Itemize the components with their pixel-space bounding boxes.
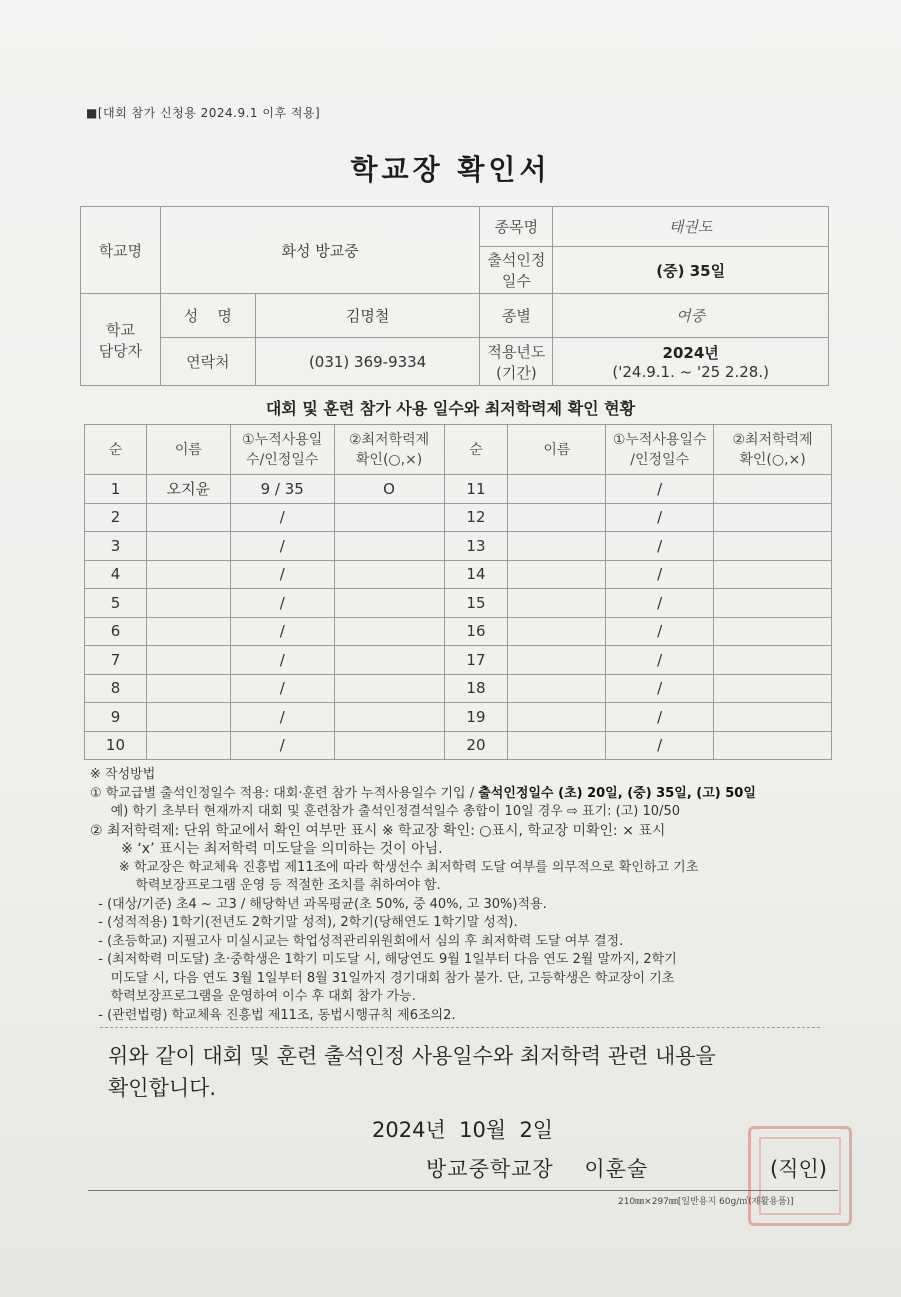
row-days: /	[230, 674, 334, 703]
table-row	[85, 503, 832, 532]
table-row	[85, 475, 832, 504]
name-value: 김명철	[255, 294, 480, 338]
header-grade	[334, 425, 444, 475]
row-days: /	[230, 617, 334, 646]
header-grade-right-line2: 확인(○,×)	[739, 451, 806, 468]
row-no: 1	[85, 475, 147, 504]
note-9: - (관련법령) 학교체육 진흥법 제11조, 동법시행규칙 제6조의2.	[90, 1007, 456, 1023]
header-grade-right-line1: ②최저학력제	[732, 431, 813, 448]
row-name	[146, 617, 230, 646]
row-no: 8	[85, 674, 147, 703]
row-name	[146, 646, 230, 675]
contact-value: (031) 369-9334	[255, 338, 480, 386]
note-2: ② 최저학력제: 단위 학교에서 확인 여부만 표시 ※ 학교장 확인: ○표시, 학교장 미확인: × 표시	[90, 822, 666, 839]
note-5: - (대상/기준) 초4 ~ 고3 / 해당학년 과목평균(초 50%, 중 40%, 고 30%)적용.	[90, 896, 547, 912]
row-days: /	[230, 503, 334, 532]
row-days-right: /	[606, 532, 714, 561]
row-grade: O	[334, 475, 444, 504]
row-no-right: 17	[444, 646, 508, 675]
row-days: /	[230, 532, 334, 561]
paper-spec: 210㎜×297㎜[일반용지 60g/㎡(재활용품)]	[618, 1197, 794, 1207]
staff-label-line1: 학교	[105, 320, 135, 339]
issue-date: 2024년 10월 2일	[372, 1118, 554, 1142]
row-name: 오지윤	[146, 475, 230, 504]
row-grade-right	[714, 589, 832, 618]
row-grade	[334, 532, 444, 561]
row-days-right: /	[606, 560, 714, 589]
header-name-right: 이름	[508, 425, 606, 475]
row-name	[146, 589, 230, 618]
row-grade	[334, 703, 444, 732]
row-no-right: 16	[444, 617, 508, 646]
row-no: 2	[85, 503, 147, 532]
attendance-table	[84, 424, 832, 760]
note-7: - (초등학교) 지필고사 미실시교는 학업성적관리위원회에서 심의 후 최저학력 도달 여부 결정.	[90, 933, 624, 949]
row-days-right: /	[606, 674, 714, 703]
staff-label	[81, 294, 161, 386]
row-no-right: 18	[444, 674, 508, 703]
row-grade-right	[714, 475, 832, 504]
row-name-right	[508, 589, 606, 618]
row-no: 9	[85, 703, 147, 732]
row-days-right: /	[606, 589, 714, 618]
note-4b: 학력보장프로그램 운영 등 적절한 조치를 취하여야 함.	[90, 878, 441, 893]
row-no-right: 12	[444, 503, 508, 532]
row-days-right: /	[606, 731, 714, 760]
table-row	[85, 646, 832, 675]
row-no-right: 20	[444, 731, 508, 760]
row-name-right	[508, 646, 606, 675]
section-subtitle: 대회 및 훈련 참가 사용 일수와 최저학력제 확인 현황	[265, 399, 636, 418]
year-value-cell	[553, 338, 829, 386]
header-days-line2: 수/인정일수	[246, 451, 319, 468]
row-no-right: 11	[444, 475, 508, 504]
year-label	[480, 338, 553, 386]
name-label: 성 명	[160, 294, 255, 338]
year-value: 2024년	[662, 344, 719, 362]
note-8b: 미도달 시, 다음 연도 3월 1일부터 8월 31일까지 경기대회 참가 불가. 단, 고등학생은 학교장이 기초	[90, 970, 675, 986]
row-name-right	[508, 617, 606, 646]
row-grade-right	[714, 703, 832, 732]
row-days: /	[230, 703, 334, 732]
row-days-right: /	[606, 646, 714, 675]
gender-label: 종별	[480, 294, 553, 338]
row-name-right	[508, 703, 606, 732]
row-no-right: 15	[444, 589, 508, 618]
event-label: 종목명	[480, 207, 553, 247]
row-name	[146, 674, 230, 703]
staff-label-line2: 담당자	[98, 341, 143, 360]
note-8c: 학력보장프로그램을 운영하여 이수 후 대회 참가 가능.	[90, 989, 416, 1004]
row-grade	[334, 617, 444, 646]
header-grade-line2: 확인(○,×)	[355, 451, 423, 468]
row-name-right	[508, 731, 606, 760]
note-6: - (성적적용) 1학기(전년도 2학기말 성적), 2학기(당해연도 1학기말 성적).	[90, 915, 518, 930]
row-grade	[334, 560, 444, 589]
header-days-right	[606, 425, 714, 475]
document-title: 학교장 확인서	[350, 153, 551, 186]
gender-value: 여중	[553, 294, 829, 338]
row-name	[146, 503, 230, 532]
row-grade-right	[714, 646, 832, 675]
note-8a: - (최저학력 미도달) 초·중학생은 1학기 미도달 시, 해당연도 9월 1일부터 다음 연도 2월 말까지, 2학기	[90, 952, 677, 967]
bottom-rule	[88, 1190, 838, 1191]
header-days-line1: ①누적사용일	[242, 431, 323, 448]
notes-heading: ※ 작성방법	[90, 767, 156, 782]
event-value: 태권도	[553, 207, 829, 247]
row-days: /	[230, 560, 334, 589]
header-no: 순	[85, 425, 147, 475]
writing-guide	[90, 766, 840, 1025]
year-label-line1: 적용년도	[487, 342, 546, 361]
note-1-text: ① 학교급별 출석인정일수 적용: 대회·훈련 참가 누적사용일수 기입 /	[90, 785, 479, 801]
row-days-right: /	[606, 617, 714, 646]
header-name: 이름	[146, 425, 230, 475]
school-value: 화성 방교중	[160, 207, 480, 294]
row-name	[146, 731, 230, 760]
row-name-right	[508, 674, 606, 703]
table-row	[85, 731, 832, 760]
note-4a: ※ 학교장은 학교체육 진흥법 제11조에 따라 학생선수 최저학력 도달 여부를 의무적으로 확인하고 기초	[90, 859, 699, 875]
row-grade	[334, 674, 444, 703]
row-grade-right	[714, 560, 832, 589]
row-grade	[334, 646, 444, 675]
header-days-right-line2: /인정일수	[630, 451, 690, 468]
row-no: 6	[85, 617, 147, 646]
table-row	[85, 617, 832, 646]
row-name-right	[508, 560, 606, 589]
note-1	[90, 785, 840, 804]
confirmation-line1: 위와 같이 대회 및 훈련 출석인정 사용일수와 최저학력 관련 내용을	[108, 1044, 716, 1068]
attendance-header-row	[85, 425, 832, 475]
row-name	[146, 560, 230, 589]
row-days-right: /	[606, 503, 714, 532]
row-no: 3	[85, 532, 147, 561]
notes-divider	[100, 1027, 820, 1028]
row-grade-right	[714, 674, 832, 703]
days-value: (중) 35일	[553, 247, 829, 294]
days-label	[480, 247, 553, 294]
row-grade	[334, 589, 444, 618]
row-name-right	[508, 503, 606, 532]
table-row	[85, 532, 832, 561]
header-days-right-line1: ①누적사용일수	[612, 431, 707, 448]
table-row	[85, 703, 832, 732]
row-days: /	[230, 589, 334, 618]
period-value: ('24.9.1. ~ '25 2.28.)	[612, 363, 769, 381]
row-grade-right	[714, 617, 832, 646]
confirmation-text	[108, 1040, 838, 1104]
row-days-right: /	[606, 703, 714, 732]
row-name-right	[508, 475, 606, 504]
school-label: 학교명	[81, 207, 161, 294]
table-row	[85, 589, 832, 618]
row-no: 4	[85, 560, 147, 589]
row-name	[146, 703, 230, 732]
header-grade-right	[714, 425, 832, 475]
seal-mark: (직인)	[770, 1157, 827, 1181]
row-grade	[334, 731, 444, 760]
days-label-line1: 출석인정	[487, 251, 546, 269]
row-days: /	[230, 646, 334, 675]
info-table	[80, 206, 829, 386]
table-row	[85, 674, 832, 703]
note-3: ※ ‘x’ 표시는 최저학력 미도달을 의미하는 것이 아님.	[90, 841, 443, 857]
confirmation-line2: 확인합니다.	[108, 1076, 217, 1100]
row-no: 5	[85, 589, 147, 618]
row-days-right: /	[606, 475, 714, 504]
table-row	[85, 560, 832, 589]
row-grade-right	[714, 503, 832, 532]
contact-label: 연락처	[160, 338, 255, 386]
row-no: 7	[85, 646, 147, 675]
principal-signature: 방교중학교장 이훈술	[426, 1157, 649, 1181]
row-name	[146, 532, 230, 561]
header-note: ■[대회 참가 신청용 2024.9.1 이후 적용]	[86, 106, 321, 120]
row-name-right	[508, 532, 606, 561]
row-days: 9 / 35	[230, 475, 334, 504]
note-1-example: 예) 학기 초부터 현재까지 대회 및 훈련참가 출석인정결석일수 총합이 10일 경우 ⇨ 표기: (고) 10/50	[90, 804, 680, 819]
days-label-line2: 일수	[501, 272, 531, 290]
note-1-bold: 출석인정일수 (초) 20일, (중) 35일, (고) 50일	[478, 785, 756, 801]
row-no-right: 19	[444, 703, 508, 732]
row-grade-right	[714, 731, 832, 760]
header-grade-line1: ②최저학력제	[348, 431, 430, 448]
row-days: /	[230, 731, 334, 760]
header-days	[230, 425, 334, 475]
row-grade-right	[714, 532, 832, 561]
row-no-right: 13	[444, 532, 508, 561]
row-no: 10	[85, 731, 147, 760]
year-label-line2: (기간)	[496, 363, 537, 382]
row-grade	[334, 503, 444, 532]
header-no-right: 순	[444, 425, 508, 475]
row-no-right: 14	[444, 560, 508, 589]
